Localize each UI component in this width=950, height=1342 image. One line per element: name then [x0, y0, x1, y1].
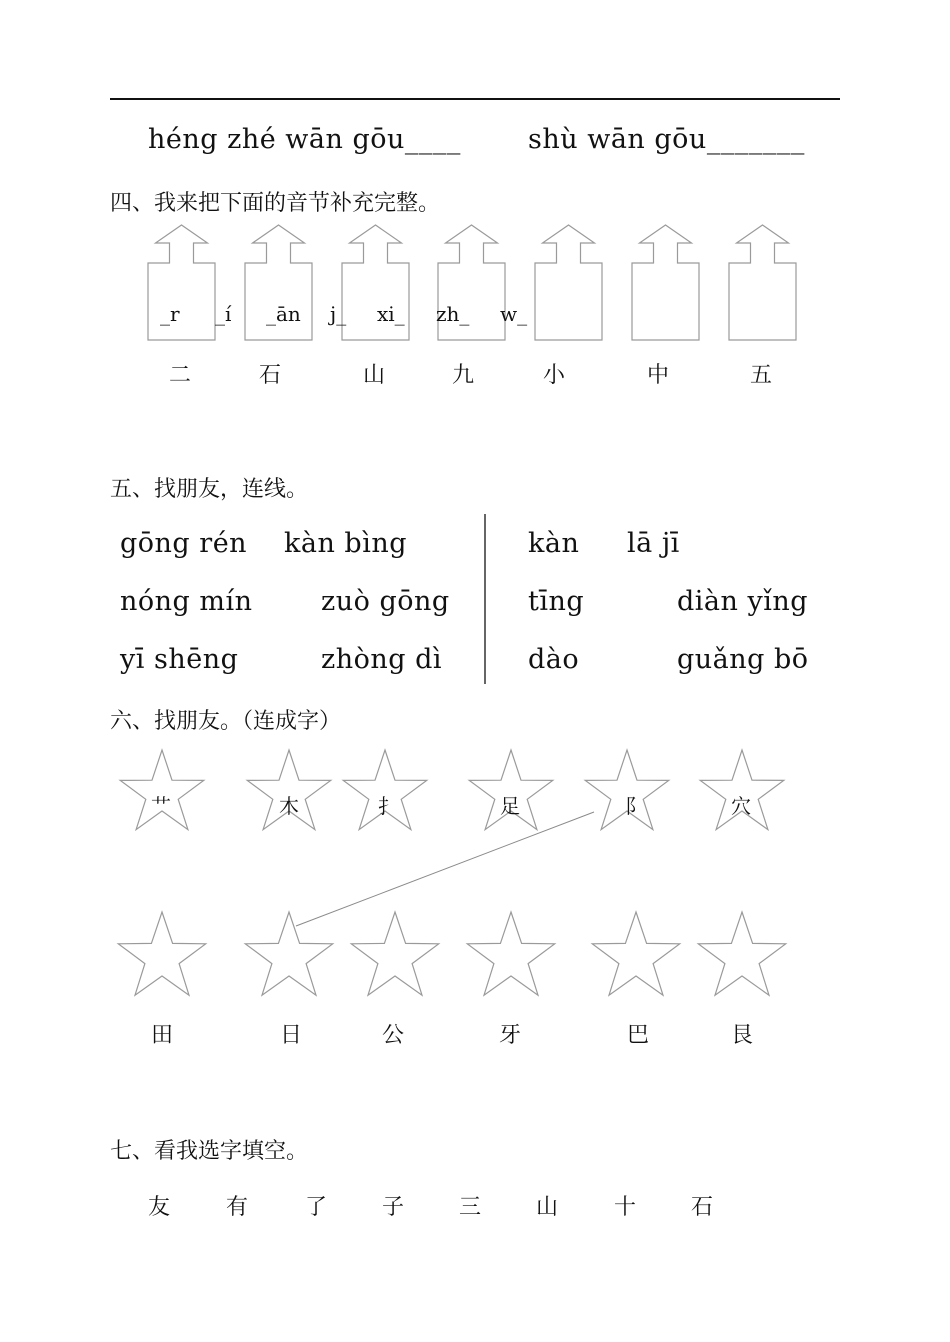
syllable-blank: zh_: [436, 302, 470, 326]
section6-title: 六、找朋友。（连成字）: [110, 709, 342, 734]
choice-char: 三: [459, 1195, 482, 1220]
pinyin-word: diàn yǐng: [677, 586, 809, 617]
star-shape: [698, 912, 785, 995]
star-radical: 阝: [625, 794, 645, 818]
house-arrow-box: [148, 225, 215, 340]
house-char: 小: [543, 363, 566, 388]
section4-title: 四、我来把下面的音节补充完整。: [110, 191, 441, 216]
pinyin-word: zuò gōng: [321, 586, 450, 617]
section5-title: 五、找朋友，连线。: [110, 477, 309, 502]
pinyin-word: zhòng dì: [321, 644, 443, 675]
star-char: 牙: [499, 1023, 522, 1048]
star-radical: 扌: [378, 794, 398, 818]
star-char: 田: [151, 1023, 174, 1048]
syllable-blank: _r: [160, 302, 180, 326]
house-char: 山: [363, 363, 386, 388]
pinyin-word: dào: [528, 644, 580, 675]
house-arrow-box: [729, 225, 796, 340]
syllable-blank: j_: [330, 302, 347, 326]
pinyin-word: guǎng bō: [677, 644, 809, 675]
star-shape: [351, 912, 438, 995]
stroke-pinyin-left: héng zhé wān gōu____: [148, 124, 461, 155]
pinyin-word: yī shēng: [120, 644, 239, 675]
star-shape: [245, 912, 332, 995]
choice-char: 了: [305, 1195, 328, 1220]
syllable-blank: w_: [500, 302, 528, 326]
star-char: 日: [280, 1023, 303, 1048]
house-char: 九: [452, 363, 475, 388]
star-char: 公: [382, 1023, 405, 1048]
pinyin-word: nóng mín: [120, 586, 253, 617]
choice-char: 友: [148, 1195, 171, 1220]
choice-char: 有: [226, 1195, 249, 1220]
star-shape: [592, 912, 679, 995]
pinyin-word: gōng rén: [120, 528, 248, 559]
house-char: 二: [169, 363, 192, 388]
star-radical: 穴: [731, 794, 751, 818]
star-radical: 艹: [151, 794, 171, 818]
house-arrow-box: [535, 225, 602, 340]
pinyin-word: tīng: [528, 586, 585, 617]
choice-char: 山: [536, 1195, 559, 1220]
house-arrow-box: [632, 225, 699, 340]
section7-title: 七、看我选字填空。: [110, 1139, 309, 1164]
syllable-blank: _í: [215, 302, 232, 326]
connection-line: [296, 812, 594, 926]
house-char: 中: [647, 363, 670, 388]
choice-char: 石: [691, 1195, 714, 1220]
syllable-blank: _ān: [266, 302, 301, 326]
star-shape: [118, 912, 205, 995]
pinyin-word: lā jī: [627, 528, 680, 559]
choice-char: 子: [382, 1195, 405, 1220]
star-char: 巴: [627, 1023, 650, 1048]
star-radical: 足: [500, 794, 520, 818]
house-char: 五: [750, 363, 773, 388]
pinyin-word: kàn bìng: [284, 528, 408, 559]
house-char: 石: [259, 363, 282, 388]
star-shape: [467, 912, 554, 995]
choice-char: 十: [614, 1195, 637, 1220]
pinyin-word: kàn: [528, 528, 580, 559]
star-radical: 木: [279, 794, 299, 818]
syllable-blank: xi_: [377, 302, 405, 326]
stroke-pinyin-right: shù wān gōu_______: [528, 124, 805, 155]
star-char: 艮: [731, 1023, 754, 1048]
